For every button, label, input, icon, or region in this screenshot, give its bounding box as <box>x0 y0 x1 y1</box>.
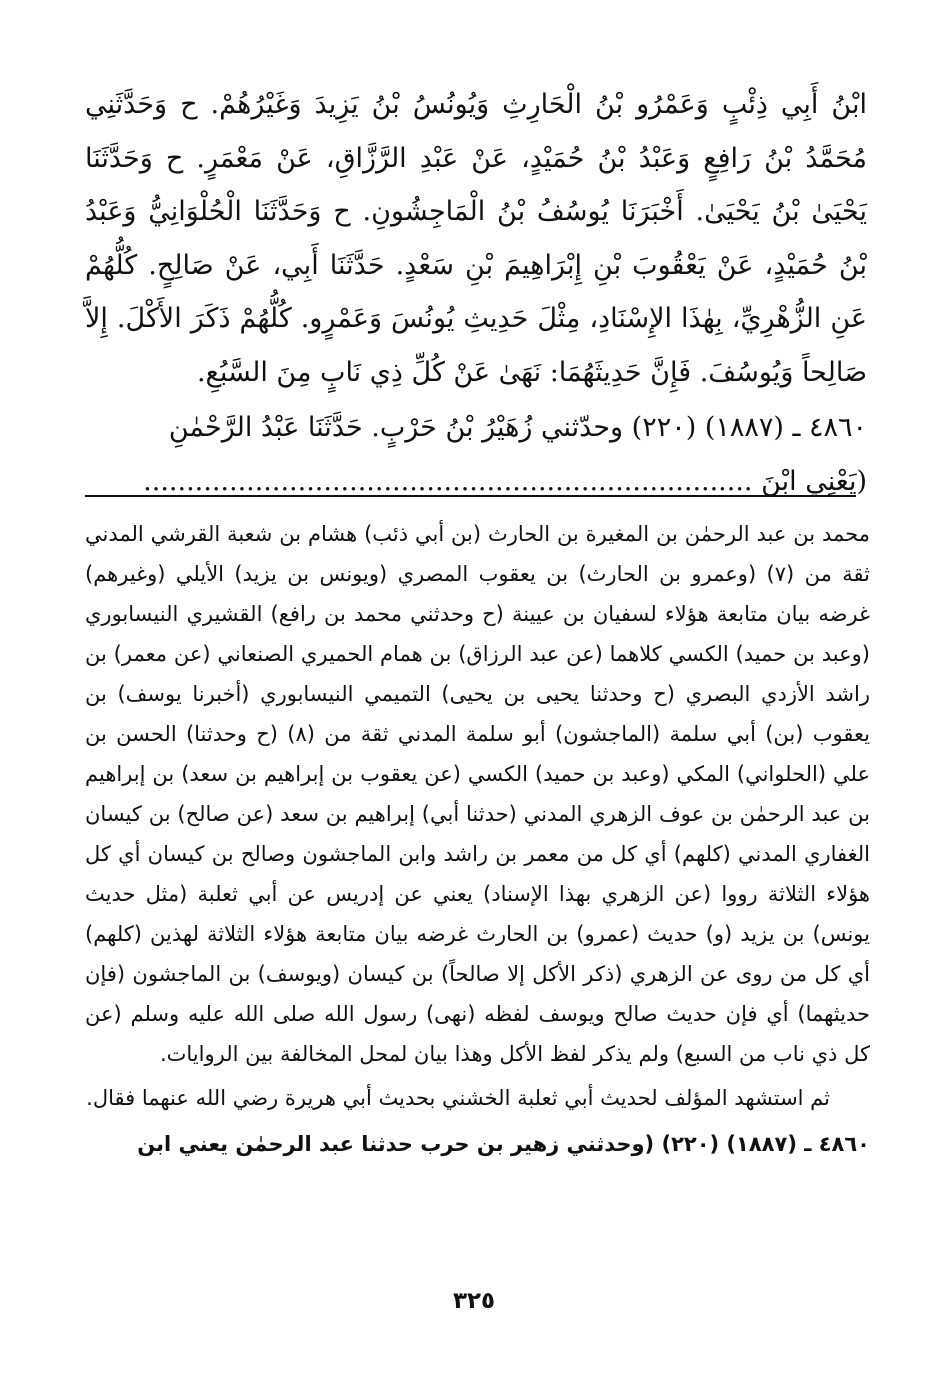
hadith-text-block <box>85 78 867 508</box>
commentary-next-hadith: ٤٨٦٠ ـ (١٨٨٧) (٢٢٠) (وحدثني زهير بن حرب حدثنا عبد الرحمٰن يعني ابن <box>137 1132 870 1156</box>
page-number: ٣٢٥ <box>452 1288 496 1314</box>
hadith-isnad-paragraph: ابْنُ أَبِي ذِئْبٍ وَعَمْرُو بْنُ الْحَارِثِ وَيُونُسُ بْنُ يَزِيدَ وَغَيْرُهُمْ. ح وَحَدَّثَنِي مُحَمَّدُ بْنُ رَافِعٍ وَعَبْدُ بْنُ حُمَيْدٍ، عَنْ عَبْدِ الرَّزَّاقِ، عَنْ مَعْمَرٍ. ح وَحَدَّثَنَا يَحْيَىٰ بْنُ يَحْيَىٰ. أَخْبَرَنَا يُوسُفُ بْنُ الْمَاجِشُونِ. ح وَحَدَّثَنَا الْحُلْوَانِيُّ وَعَبْدُ بْنُ حُمَيْدٍ، عَنْ يَعْقُوبَ بْنِ إِبْرَاهِيمَ بْنِ سَعْدٍ. حَدَّثَنَا أَبِي، عَنْ صَالِحٍ. كُلُّهُمْ عَنِ الزُّهْرِيِّ، بِهٰذَا الإِسْنَادِ، مِثْلَ حَدِيثِ يُونُسَ وَعَمْرٍو. كُلُّهُمْ ذَكَرَ الأَكْلَ. إِلاَّ صَالِحاً وَيُوسُفَ. فَإِنَّ حَدِيثَهُمَا: نَهَىٰ عَنْ كُلِّ ذِي نَابٍ مِنَ السَّبُعِ. <box>85 89 867 388</box>
commentary-note: ثم استشهد المؤلف لحديث أبي ثعلبة الخشني بحديث أبي هريرة رضي الله عنهما فقال. <box>86 1086 830 1110</box>
hadith-continuation-text: (يَعْنِي ابْنَ <box>761 465 867 497</box>
footnote-divider <box>85 495 856 497</box>
commentary-paragraph: محمد بن عبد الرحمٰن بن المغيرة بن الحارث (بن أبي ذئب) هشام بن شعبة القرشي المدني ثقة من (٧) (وعمرو بن الحارث) بن يعقوب المصري (ويونس بن يزيد) الأيلي (وغيرهم) غرضه بيان متابعة هؤلاء لسفيان بن عيينة (ح وحدثني محمد بن رافع) القشيري النيسابوري (وعبد بن حميد) الكسي كلاهما (عن عبد الرزاق) بن همام الحميري الصنعاني (عن معمر) بن راشد الأزدي البصري (ح وحدثنا يحيى بن يحيى) التميمي النيسابوري (أخبرنا يوسف) بن يعقوب (بن) أبي سلمة (الماجشون) أبو سلمة المدني ثقة من (٨) (ح وحدثنا) الحسن بن علي (الحلواني) المكي (وعبد بن حميد) الكسي (عن يعقوب بن إبراهيم بن سعد) بن إبراهيم بن عبد الرحمٰن بن عوف الزهري المدني (حدثنا أبي) إبراهيم بن سعد (عن صالح) بن كيسان الغفاري المدني (كلهم) أي كل من معمر بن راشد وابن الماجشون وصالح بن كيسان أي كل هؤلاء الثلاثة رووا (عن الزهري بهذا الإسناد) يعني عن إدريس عن أبي ثعلبة (مثل حديث يونس) بن يزيد (و) حديث (عمرو) بن الحارث غرضه بيان متابعة هؤلاء الثلاثة لهذين (كلهم) أي كل من روى عن الزهري (ذكر الأكل إلا صالحاً) بن كيسان (ويوسف) بن الماجشون (فإن حديثهما) أي فإن حديث صالح ويوسف لفظه (نهى) رسول الله صلى الله عليه وسلم (عن كل ذي ناب من السبع) ولم يذكر لفظ الأكل وهذا بيان لمحل المخالفة بين الروايات. <box>85 522 870 1066</box>
hadith-continuation-line <box>85 455 867 509</box>
hadith-number-line: ٤٨٦٠ ـ (١٨٨٧) (٢٢٠) وحدّثني زُهَيْرُ بْنُ حَرْبٍ. حَدَّثَنَا عَبْدُ الرَّحْمٰنِ <box>168 412 867 443</box>
continuation-dots: ....................................................................... <box>143 465 753 497</box>
commentary-block <box>85 514 870 1164</box>
